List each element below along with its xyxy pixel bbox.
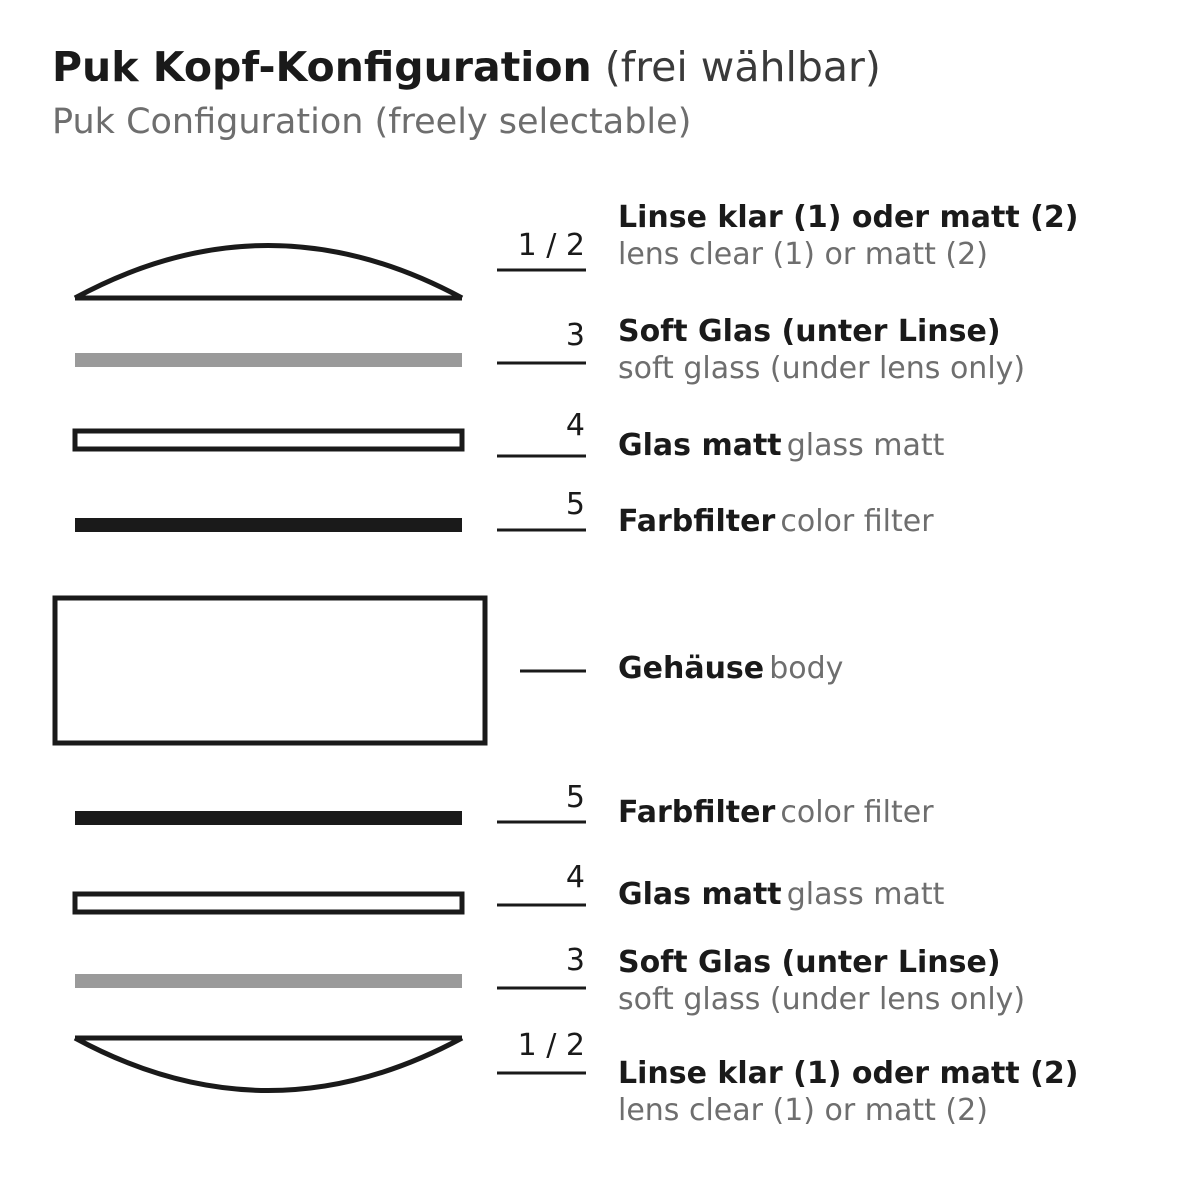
callout-number-7: 4	[565, 860, 585, 895]
shape-soft-glass-top	[75, 353, 462, 367]
page-subtitle-en: Puk Configuration (freely selectable)	[52, 102, 692, 143]
callout-label-en: soft glass (under lens only)	[618, 982, 1026, 1017]
callout-number-2: 3	[565, 318, 585, 353]
callout-label-color-filter-top	[618, 504, 934, 539]
shape-body	[55, 598, 485, 743]
shape-soft-glass-bottom	[75, 974, 462, 988]
shape-lens-down	[75, 1038, 462, 1091]
callout-label-de: Farbfilter	[618, 795, 776, 830]
callout-number-1: 1 / 2	[517, 228, 585, 263]
callout-label-en: soft glass (under lens only)	[618, 351, 1026, 386]
callout-label-en: lens clear (1) or matt (2)	[618, 1093, 988, 1128]
callout-label-de: Linse klar (1) oder matt (2)	[618, 1056, 1079, 1091]
callout-label-lens-bottom	[618, 1056, 1078, 1128]
shape-matt-glass-bottom	[75, 894, 462, 912]
callout-label-soft-glass-top	[618, 314, 1025, 386]
callout-label-color-filter-bottom	[618, 795, 934, 830]
page-title-de: Puk Kopf-Konfiguration	[52, 43, 592, 91]
callout-label-en: color filter	[780, 795, 934, 830]
callout-number-3: 4	[565, 408, 585, 443]
callout-number-9: 1 / 2	[517, 1028, 585, 1063]
callout-label-de: Glas matt	[618, 877, 782, 912]
callout-number-4: 5	[565, 487, 585, 522]
callout-label-lens-top	[618, 200, 1078, 272]
callout-label-matt-glass-top	[618, 428, 944, 463]
callout-number-6: 5	[565, 780, 585, 815]
callout-number-8: 3	[565, 943, 585, 978]
callout-label-de: Soft Glas (unter Linse)	[618, 945, 1001, 980]
shape-matt-glass-top	[75, 431, 462, 449]
callout-label-body	[618, 651, 843, 686]
callout-label-de: Glas matt	[618, 428, 782, 463]
page-title-de-suffix: (frei wählbar)	[604, 43, 881, 91]
callout-label-de: Gehäuse	[618, 651, 765, 686]
callout-label-matt-glass-bottom	[618, 877, 944, 912]
callout-label-de: Soft Glas (unter Linse)	[618, 314, 1001, 349]
callout-label-de: Farbfilter	[618, 504, 776, 539]
callout-label-en: color filter	[780, 504, 934, 539]
callout-label-en: glass matt	[786, 877, 945, 912]
callout-label-de: Linse klar (1) oder matt (2)	[618, 200, 1079, 235]
shape-color-filter-top	[75, 518, 462, 532]
callout-label-en: body	[769, 651, 844, 686]
shape-color-filter-bottom	[75, 811, 462, 825]
callout-label-en: lens clear (1) or matt (2)	[618, 237, 988, 272]
callout-label-soft-glass-bottom	[618, 945, 1025, 1017]
callout-label-en: glass matt	[786, 428, 945, 463]
shape-lens-up	[75, 246, 462, 299]
